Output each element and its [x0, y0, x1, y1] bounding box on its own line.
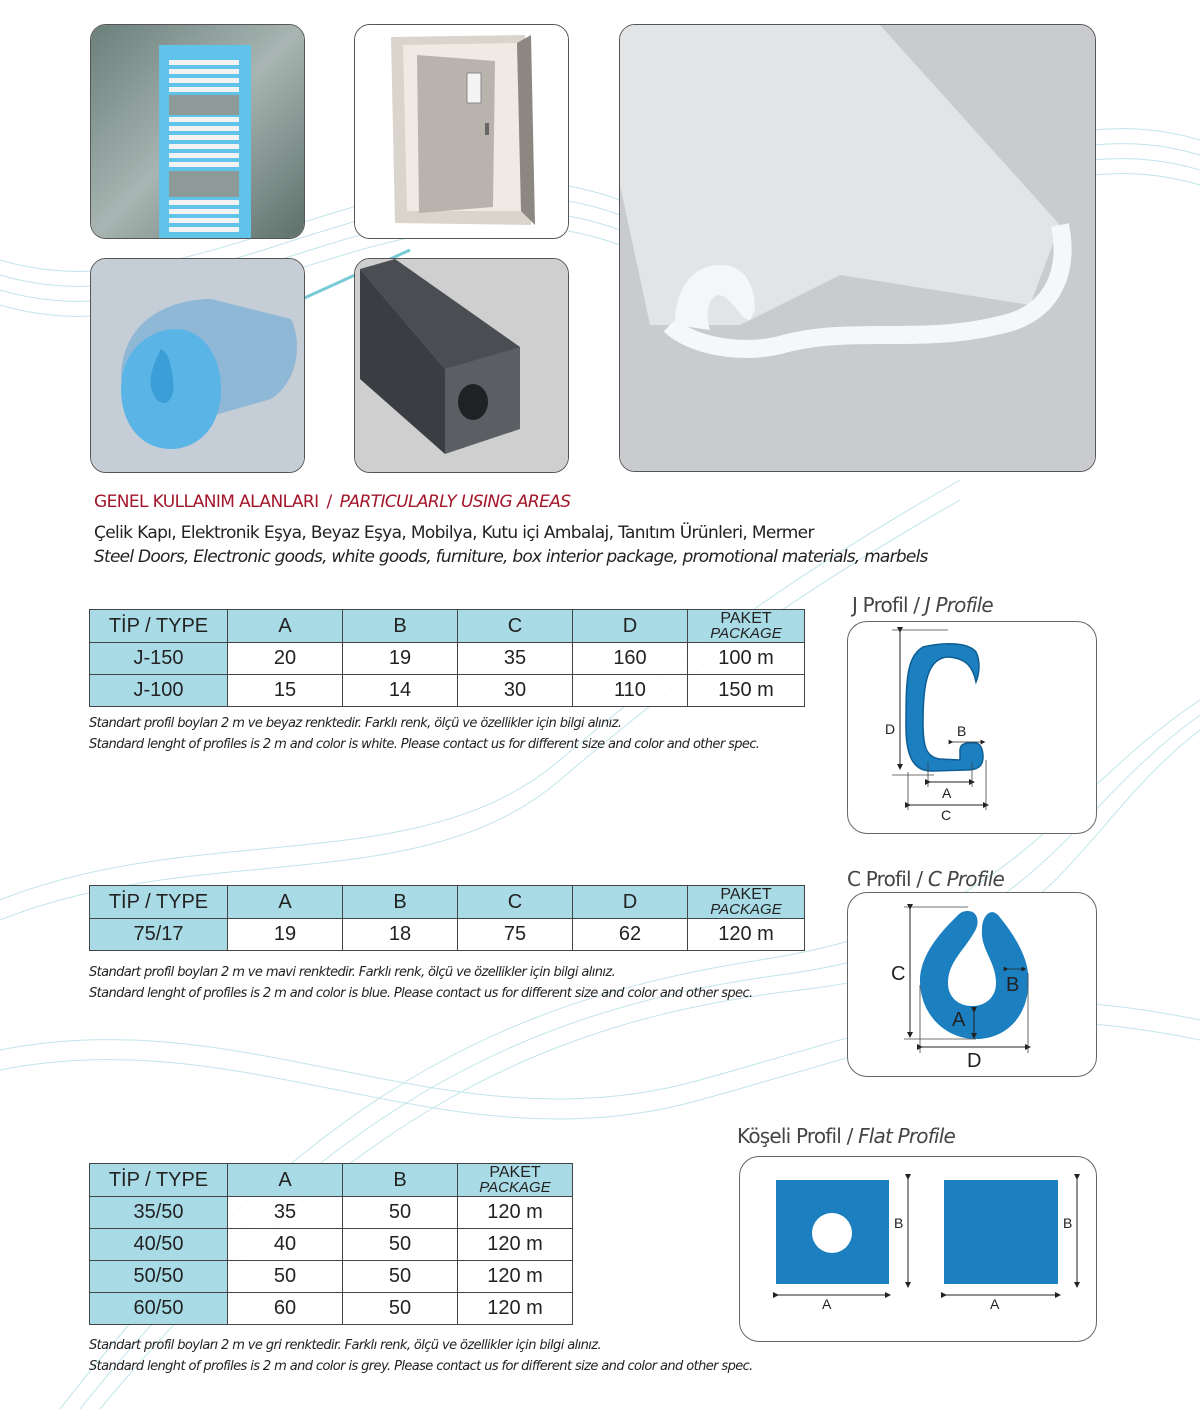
cell-package: 120 m [458, 1261, 573, 1293]
j-profile-diagram [847, 621, 1097, 834]
usage-heading-tr: GENEL KULLANIM ALANLARI [94, 492, 319, 512]
header-package-en: PACKAGE [710, 625, 782, 642]
j-dim-d: D [885, 721, 896, 737]
header-type: TİP / TYPE [90, 610, 228, 643]
c-dim-a: A [952, 1009, 966, 1031]
cell-b: 50 [343, 1261, 458, 1293]
cell-type: 50/50 [90, 1261, 228, 1293]
usage-heading-en: PARTICULARLY USING AREAS [339, 492, 571, 512]
table-header-row [90, 610, 805, 643]
table-row [90, 1229, 573, 1261]
usage-heading [94, 492, 571, 512]
flat-profile-title [737, 1124, 955, 1148]
j-dim-a: A [942, 785, 952, 801]
cell-b: 18 [343, 919, 458, 951]
cell-type: 75/17 [90, 919, 228, 951]
cell-type: J-150 [90, 643, 228, 675]
cell-c: 30 [458, 675, 573, 707]
cell-b: 50 [343, 1197, 458, 1229]
cell-type: 60/50 [90, 1293, 228, 1325]
c-profile-note [89, 962, 753, 1004]
flat-profile-note [89, 1335, 753, 1377]
c-dim-b: B [1006, 974, 1020, 996]
cell-d: 62 [573, 919, 688, 951]
cell-package: 120 m [458, 1229, 573, 1261]
c-profile-title-tr: C Profil / [847, 867, 923, 891]
grey-flat-profile-foam-photo [354, 258, 569, 473]
header-b: B [343, 610, 458, 643]
header-package-tr: PAKET [720, 610, 772, 627]
header-a: A [228, 1164, 343, 1197]
cell-b: 14 [343, 675, 458, 707]
c-profile-title [847, 867, 1004, 891]
header-package [688, 886, 805, 919]
header-package [458, 1164, 573, 1197]
c-profile-note-tr: Standart profil boyları 2 m ve mavi renktedir. Farklı renk, ölçü ve özellikler için bilgi alınız. [89, 965, 616, 980]
blue-c-profile-foam-photo [90, 258, 305, 473]
cell-a: 19 [228, 919, 343, 951]
flat-dim-b-2: B [1063, 1215, 1073, 1231]
cell-type: J-100 [90, 675, 228, 707]
header-a: A [228, 610, 343, 643]
table-row [90, 675, 805, 707]
flat-dim-a-2: A [990, 1296, 1000, 1312]
cell-a: 20 [228, 643, 343, 675]
header-d: D [573, 886, 688, 919]
header-package-en: PACKAGE [479, 1179, 551, 1196]
j-profile-shape [906, 644, 983, 771]
flat-profile-note-tr: Standart profil boyları 2 m ve gri renktedir. Farklı renk, ölçü ve özellikler için bilgi alınız. [89, 1338, 602, 1353]
cell-package: 120 m [688, 919, 805, 951]
table-row [90, 1261, 573, 1293]
usage-text-en: Steel Doors, Electronic goods, white goods, furniture, box interior package, promotional materials, marbels [94, 547, 928, 567]
cell-c: 75 [458, 919, 573, 951]
table-row [90, 1293, 573, 1325]
usage-text-tr: Çelik Kapı, Elektronik Eşya, Beyaz Eşya, Mobilya, Kutu içi Ambalaj, Tanıtım Ürünleri, Mermer [94, 523, 814, 543]
cell-c: 35 [458, 643, 573, 675]
flat-profile-title-tr: Köşeli Profil / [737, 1124, 853, 1148]
j-profile-note [89, 713, 759, 755]
header-package-tr: PAKET [720, 886, 772, 903]
flat-profile-title-en: Flat Profile [858, 1124, 955, 1148]
header-a: A [228, 886, 343, 919]
c-profile-table [89, 885, 805, 951]
j-profile-title-en: J Profile [924, 593, 993, 617]
c-profile-note-en: Standard lenght of profiles is 2 m and color is blue. Please contact us for different size and color and other spec. [89, 986, 753, 1001]
flat-dim-a-1: A [822, 1296, 832, 1312]
header-b: B [343, 886, 458, 919]
c-profile-title-en: C Profile [927, 867, 1004, 891]
j-dim-c: C [941, 807, 952, 823]
header-package-en: PACKAGE [710, 901, 782, 918]
table-row [90, 919, 805, 951]
j-dim-b: B [957, 723, 967, 739]
header-package-tr: PAKET [489, 1164, 541, 1181]
cell-a: 15 [228, 675, 343, 707]
steel-door-photo [354, 24, 569, 239]
cell-a: 40 [228, 1229, 343, 1261]
j-profile-note-tr: Standart profil boyları 2 m ve beyaz renktedir. Farklı renk, ölçü ve özellikler için bilgi alınız. [89, 716, 622, 731]
header-package [688, 610, 805, 643]
cell-d: 160 [573, 643, 688, 675]
header-d: D [573, 610, 688, 643]
header-type: TİP / TYPE [90, 886, 228, 919]
flat-dim-b-1: B [894, 1215, 904, 1231]
cell-package: 150 m [688, 675, 805, 707]
cell-package: 120 m [458, 1197, 573, 1229]
j-profile-title-tr: J Profil / [852, 593, 920, 617]
cell-a: 35 [228, 1197, 343, 1229]
radiator-packaging-photo [90, 24, 305, 239]
flat-profile-diagram [739, 1156, 1097, 1342]
cell-package: 100 m [688, 643, 805, 675]
cell-d: 110 [573, 675, 688, 707]
usage-heading-separator: / [326, 492, 332, 512]
j-profile-title [852, 593, 993, 617]
cell-type: 40/50 [90, 1229, 228, 1261]
j-profile-note-en: Standard lenght of profiles is 2 m and color is white. Please contact us for different size and color and other spec. [89, 737, 760, 752]
c-profile-diagram [847, 892, 1097, 1077]
cell-b: 50 [343, 1229, 458, 1261]
flat-profile-solid-shape [944, 1180, 1058, 1284]
header-c: C [458, 886, 573, 919]
table-row [90, 1197, 573, 1229]
header-b: B [343, 1164, 458, 1197]
cell-type: 35/50 [90, 1197, 228, 1229]
table-row [90, 643, 805, 675]
header-type: TİP / TYPE [90, 1164, 228, 1197]
header-c: C [458, 610, 573, 643]
flat-profile-table [89, 1163, 573, 1325]
cell-b: 50 [343, 1293, 458, 1325]
c-dim-c: C [891, 963, 906, 985]
table-header-row [90, 886, 805, 919]
j-profile-table [89, 609, 805, 707]
c-dim-d: D [967, 1050, 982, 1072]
cell-package: 120 m [458, 1293, 573, 1325]
cell-a: 50 [228, 1261, 343, 1293]
cell-a: 60 [228, 1293, 343, 1325]
white-j-profile-foam-photo [619, 24, 1096, 472]
flat-profile-note-en: Standard lenght of profiles is 2 m and color is grey. Please contact us for different size and color and other spec. [89, 1359, 753, 1374]
cell-b: 19 [343, 643, 458, 675]
table-header-row [90, 1164, 573, 1197]
